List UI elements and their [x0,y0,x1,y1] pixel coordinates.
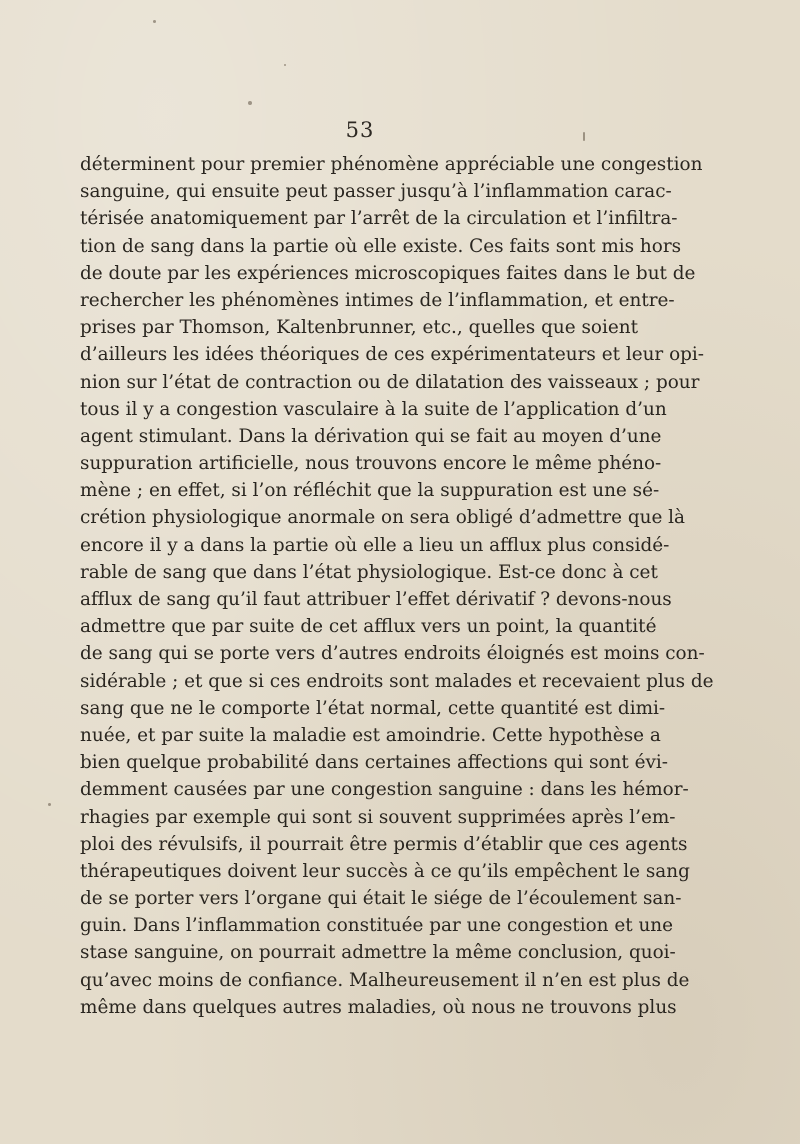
text-line: sidérable ; et que si ces endroits sont malades et recevaient plus de [80,670,714,692]
text-line: sanguine, qui ensuite peut passer jusqu’à l’inflammation carac- [80,181,672,203]
text-line: sang que ne le comporte l’état normal, cette quantité est dimi- [80,697,666,719]
text-line: suppuration artificielle, nous trouvons encore le même phéno- [80,453,662,475]
text-line: d’ailleurs les idées théoriques de ces expérimentateurs et leur opi- [80,344,705,366]
paper-speck [153,20,156,23]
text-line: déterminent pour premier phénomène appréciable une congestion [80,154,703,175]
page-number: 53 [345,118,375,142]
body-paragraph [80,151,714,1021]
text-line: admettre que par suite de cet afflux vers un point, la quantité [80,616,657,638]
text-line: prises par Thomson, Kaltenbrunner, etc., quelles que soient [80,317,638,339]
paper-speck [284,64,286,66]
paper-speck [248,101,252,105]
text-line: même dans quelques autres maladies, où nous ne trouvons plus [80,996,677,1018]
text-line: nion sur l’état de contraction ou de dilatation des vaisseaux ; pour [80,371,700,393]
text-line: thérapeutiques doivent leur succès à ce qu’ils empêchent le sang [80,860,690,882]
text-line: tion de sang dans la partie où elle existe. Ces faits sont mis hors [80,235,682,257]
text-line: qu’avec moins de confiance. Malheureusement il n’en est plus de [80,969,690,991]
paper-speck [48,803,51,806]
text-line: rechercher les phénomènes intimes de l’inflammation, et entre- [80,289,675,311]
text-line: guin. Dans l’inflammation constituée par une congestion et une [80,915,674,937]
text-line: de se porter vers l’organe qui était le siége de l’écoulement san- [80,888,682,910]
text-line: crétion physiologique anormale on sera obligé d’admettre que là [80,507,686,529]
text-line: mène ; en effet, si l’on réfléchit que la suppuration est une sé- [80,480,660,502]
text-line: encore il y a dans la partie où elle a lieu un afflux plus considé- [80,534,670,556]
text-line: agent stimulant. Dans la dérivation qui se fait au moyen d’une [80,425,662,447]
text-line: rable de sang que dans l’état physiologique. Est-ce donc à cet [80,561,658,583]
text-line: nuée, et par suite la maladie est amoindrie. Cette hypothèse a [80,724,661,746]
paper-speck [583,132,585,141]
text-line: rhagies par exemple qui sont si souvent supprimées après l’em- [80,806,676,828]
text-line: térisée anatomiquement par l’arrêt de la circulation et l’infiltra- [80,208,678,230]
text-line: bien quelque probabilité dans certaines affections qui sont évi- [80,752,668,774]
text-line: tous il y a congestion vasculaire à la suite de l’application d’un [80,398,667,420]
text-line: ploi des révulsifs, il pourrait être permis d’établir que ces agents [80,833,688,855]
text-line: de doute par les expériences microscopiques faites dans le but de [80,262,696,284]
text-line: de sang qui se porte vers d’autres endroits éloignés est moins con- [80,643,705,665]
text-line: demment causées par une congestion sanguine : dans les hémor- [80,779,689,801]
text-line: afflux de sang qu’il faut attribuer l’effet dérivatif ? devons-nous [80,589,672,610]
text-line: stase sanguine, on pourrait admettre la même conclusion, quoi- [80,942,676,964]
